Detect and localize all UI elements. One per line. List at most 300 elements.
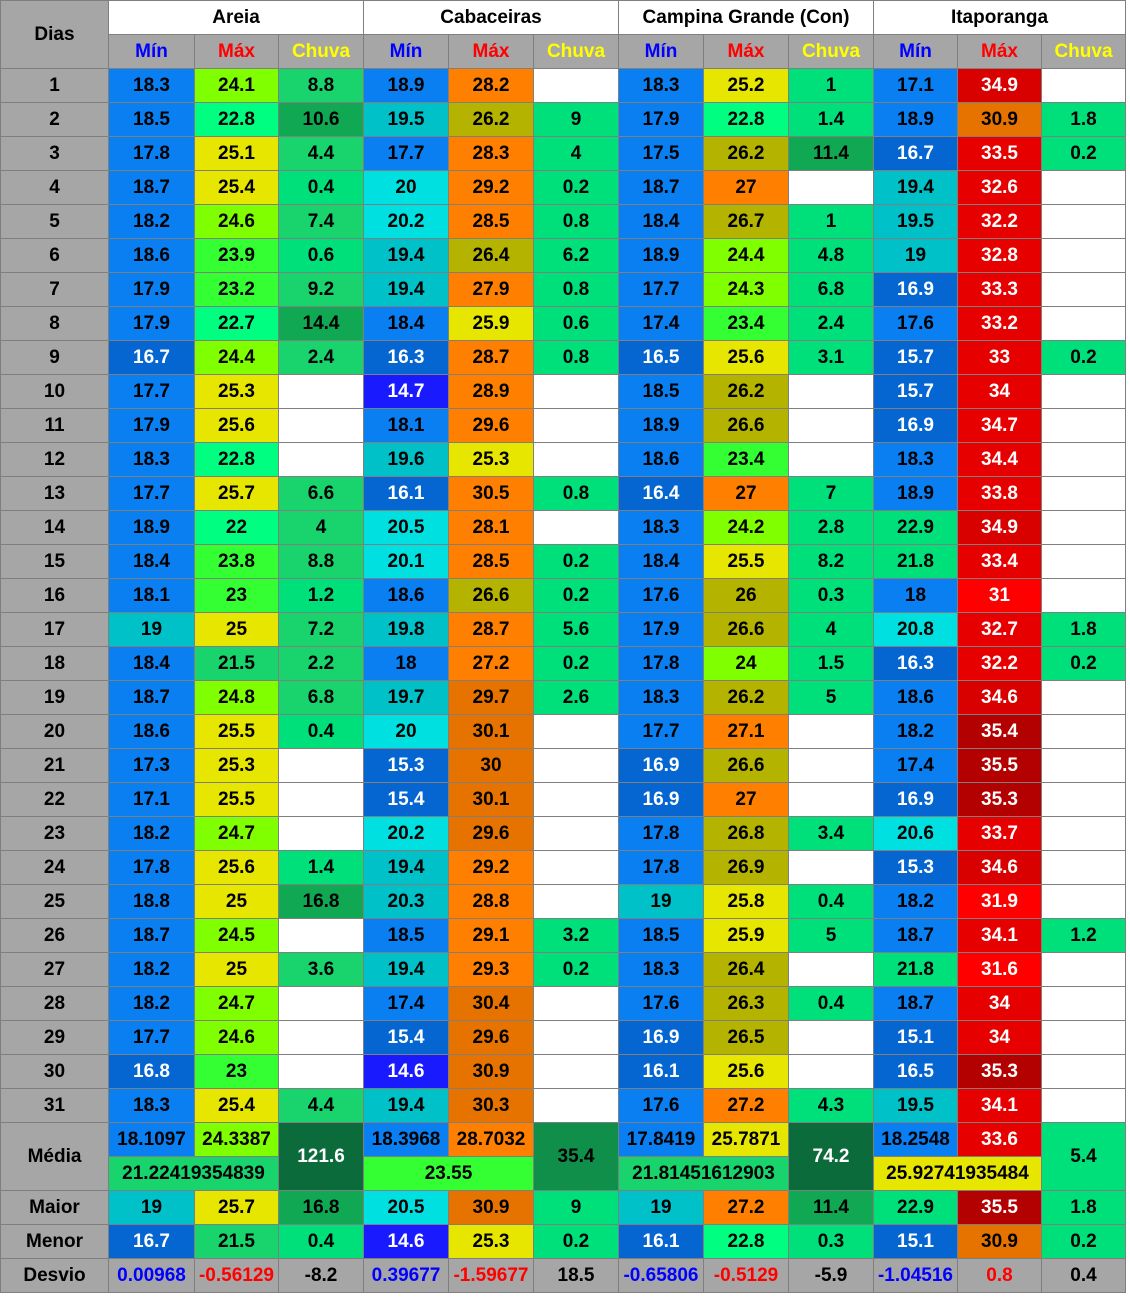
menor-min: 16.1: [619, 1225, 704, 1259]
day-number: 12: [1, 443, 109, 477]
cell-min: 18.8: [109, 885, 195, 919]
cell-min: 17.7: [619, 715, 704, 749]
maior-chuva: 11.4: [789, 1191, 874, 1225]
cell-max: 25.6: [704, 1055, 789, 1089]
day-number: 4: [1, 171, 109, 205]
cell-chuva: 11.4: [789, 137, 874, 171]
cell-min: 18.3: [109, 1089, 195, 1123]
maior-chuva: 16.8: [279, 1191, 364, 1225]
cell-min: 18.1: [109, 579, 195, 613]
cell-max: 27.2: [704, 1089, 789, 1123]
cell-min: 17.4: [364, 987, 449, 1021]
desvio-min: -0.65806: [619, 1259, 704, 1293]
cell-chuva: [1042, 239, 1126, 273]
desvio-row: [1, 1259, 1126, 1293]
day-row: [1, 817, 1126, 851]
cell-chuva: 1.2: [279, 579, 364, 613]
desvio-max: 0.8: [958, 1259, 1042, 1293]
cell-chuva: [1042, 1089, 1126, 1123]
cell-chuva: [534, 1055, 619, 1089]
cell-max: 27.1: [704, 715, 789, 749]
cell-min: 18.4: [109, 647, 195, 681]
cell-min: 17.7: [619, 273, 704, 307]
maior-min: 19: [619, 1191, 704, 1225]
station-header-cabaceiras: Cabaceiras: [364, 1, 619, 35]
day-row: [1, 885, 1126, 919]
media-chuva: 35.4: [534, 1123, 619, 1191]
cell-min: 20.6: [874, 817, 958, 851]
day-number: 10: [1, 375, 109, 409]
cell-chuva: 0.8: [534, 205, 619, 239]
cell-chuva: 0.2: [534, 171, 619, 205]
day-number: 30: [1, 1055, 109, 1089]
cell-min: 16.9: [619, 749, 704, 783]
cell-chuva: 7: [789, 477, 874, 511]
cell-min: 16.7: [109, 341, 195, 375]
cell-max: 29.6: [449, 817, 534, 851]
menor-max: 25.3: [449, 1225, 534, 1259]
cell-chuva: 1.2: [1042, 919, 1126, 953]
cell-min: 18.3: [619, 681, 704, 715]
cell-min: 19.5: [874, 205, 958, 239]
cell-chuva: 0.2: [534, 953, 619, 987]
media-chuva: 121.6: [279, 1123, 364, 1191]
cell-chuva: 4.4: [279, 137, 364, 171]
menor-min: 14.6: [364, 1225, 449, 1259]
cell-min: 19.4: [364, 273, 449, 307]
day-row: [1, 681, 1126, 715]
cell-max: 25.6: [195, 409, 279, 443]
maior-row: [1, 1191, 1126, 1225]
cell-chuva: [534, 749, 619, 783]
cell-chuva: 1.8: [1042, 103, 1126, 137]
cell-chuva: 0.4: [279, 715, 364, 749]
cell-max: 25.9: [449, 307, 534, 341]
sub-header-max: Máx: [704, 35, 789, 69]
sub-header-min: Mín: [364, 35, 449, 69]
desvio-max: -1.59677: [449, 1259, 534, 1293]
cell-chuva: [1042, 205, 1126, 239]
cell-max: 24.3: [704, 273, 789, 307]
cell-chuva: 2.6: [534, 681, 619, 715]
sub-header-min: Mín: [109, 35, 195, 69]
cell-chuva: [279, 443, 364, 477]
day-number: 3: [1, 137, 109, 171]
day-number: 20: [1, 715, 109, 749]
cell-chuva: 6.6: [279, 477, 364, 511]
cell-chuva: [534, 987, 619, 1021]
cell-min: 16.9: [874, 783, 958, 817]
cell-min: 18.2: [109, 953, 195, 987]
cell-max: 22.8: [704, 103, 789, 137]
cell-chuva: 0.6: [534, 307, 619, 341]
cell-min: 16.3: [364, 341, 449, 375]
cell-max: 33.3: [958, 273, 1042, 307]
cell-chuva: 6.8: [279, 681, 364, 715]
cell-chuva: 4: [789, 613, 874, 647]
sub-header-min: Mín: [619, 35, 704, 69]
cell-min: 18.3: [874, 443, 958, 477]
menor-chuva: 0.2: [1042, 1225, 1126, 1259]
cell-chuva: [1042, 579, 1126, 613]
maior-max: 25.7: [195, 1191, 279, 1225]
cell-chuva: [279, 749, 364, 783]
cell-min: 17.7: [109, 477, 195, 511]
day-row: [1, 647, 1126, 681]
cell-min: 17.8: [109, 137, 195, 171]
menor-chuva: 0.2: [534, 1225, 619, 1259]
cell-max: 27: [704, 171, 789, 205]
cell-chuva: [534, 443, 619, 477]
cell-min: 19: [109, 613, 195, 647]
cell-min: 17.5: [619, 137, 704, 171]
cell-min: 19: [619, 885, 704, 919]
day-number: 19: [1, 681, 109, 715]
cell-max: 33.4: [958, 545, 1042, 579]
cell-min: 21.8: [874, 545, 958, 579]
cell-chuva: [789, 783, 874, 817]
cell-min: 19.5: [364, 103, 449, 137]
cell-max: 27.9: [449, 273, 534, 307]
sub-header-chuva: Chuva: [279, 35, 364, 69]
cell-min: 20: [364, 715, 449, 749]
cell-max: 23.4: [704, 307, 789, 341]
cell-chuva: 0.2: [1042, 647, 1126, 681]
cell-max: 34.1: [958, 919, 1042, 953]
cell-min: 16.9: [874, 409, 958, 443]
cell-chuva: [1042, 715, 1126, 749]
cell-max: 31.9: [958, 885, 1042, 919]
cell-max: 22.8: [195, 443, 279, 477]
day-number: 2: [1, 103, 109, 137]
cell-chuva: [534, 817, 619, 851]
cell-max: 30.3: [449, 1089, 534, 1123]
desvio-chuva: -5.9: [789, 1259, 874, 1293]
cell-chuva: 6.8: [789, 273, 874, 307]
cell-chuva: 0.8: [534, 273, 619, 307]
cell-chuva: [534, 1021, 619, 1055]
cell-chuva: 0.2: [534, 579, 619, 613]
day-row: [1, 409, 1126, 443]
cell-max: 24.1: [195, 69, 279, 103]
cell-min: 20: [364, 171, 449, 205]
cell-max: 28.9: [449, 375, 534, 409]
cell-max: 26.3: [704, 987, 789, 1021]
cell-max: 33.2: [958, 307, 1042, 341]
cell-chuva: [1042, 885, 1126, 919]
cell-max: 29.2: [449, 171, 534, 205]
day-number: 6: [1, 239, 109, 273]
day-row: [1, 307, 1126, 341]
cell-max: 26.2: [449, 103, 534, 137]
cell-min: 17.7: [109, 1021, 195, 1055]
cell-min: 18.9: [619, 239, 704, 273]
cell-min: 18.2: [109, 205, 195, 239]
cell-chuva: [789, 851, 874, 885]
cell-chuva: [1042, 817, 1126, 851]
day-number: 1: [1, 69, 109, 103]
cell-chuva: 0.4: [279, 171, 364, 205]
menor-chuva: 0.3: [789, 1225, 874, 1259]
cell-max: 25.9: [704, 919, 789, 953]
cell-max: 32.6: [958, 171, 1042, 205]
cell-max: 31: [958, 579, 1042, 613]
cell-min: 19.4: [364, 1089, 449, 1123]
cell-min: 19: [874, 239, 958, 273]
day-row: [1, 171, 1126, 205]
cell-max: 24: [704, 647, 789, 681]
cell-min: 18.2: [874, 715, 958, 749]
day-row: [1, 1089, 1126, 1123]
menor-min: 16.7: [109, 1225, 195, 1259]
cell-min: 18.7: [619, 171, 704, 205]
cell-chuva: [279, 783, 364, 817]
cell-chuva: 5: [789, 919, 874, 953]
cell-chuva: [1042, 749, 1126, 783]
cell-min: 18.9: [109, 511, 195, 545]
cell-min: 19.8: [364, 613, 449, 647]
cell-chuva: [789, 749, 874, 783]
cell-chuva: 5.6: [534, 613, 619, 647]
cell-max: 27: [704, 783, 789, 817]
cell-chuva: 0.4: [789, 987, 874, 1021]
cell-chuva: 4: [534, 137, 619, 171]
cell-max: 26.4: [449, 239, 534, 273]
cell-max: 28.1: [449, 511, 534, 545]
cell-min: 17.4: [874, 749, 958, 783]
menor-max: 30.9: [958, 1225, 1042, 1259]
cell-min: 19.7: [364, 681, 449, 715]
cell-max: 34.9: [958, 69, 1042, 103]
cell-min: 18: [364, 647, 449, 681]
menor-chuva: 0.4: [279, 1225, 364, 1259]
cell-min: 20.3: [364, 885, 449, 919]
media-max: 28.7032: [449, 1123, 534, 1157]
day-number: 23: [1, 817, 109, 851]
cell-chuva: [789, 375, 874, 409]
cell-max: 29.6: [449, 1021, 534, 1055]
cell-min: 17.8: [619, 647, 704, 681]
summary-rows: [1, 1123, 1126, 1191]
cell-min: 16.8: [109, 1055, 195, 1089]
cell-max: 34: [958, 1021, 1042, 1055]
cell-max: 25.3: [195, 749, 279, 783]
menor-max: 21.5: [195, 1225, 279, 1259]
cell-max: 25.7: [195, 477, 279, 511]
cell-max: 26.5: [704, 1021, 789, 1055]
cell-min: 17.9: [619, 613, 704, 647]
cell-min: 18.5: [364, 919, 449, 953]
cell-max: 25.3: [449, 443, 534, 477]
day-row: [1, 749, 1126, 783]
cell-max: 29.1: [449, 919, 534, 953]
cell-min: 16.4: [619, 477, 704, 511]
cell-min: 18.3: [619, 953, 704, 987]
station-header-campina-grande: Campina Grande (Con): [619, 1, 874, 35]
cell-chuva: [279, 919, 364, 953]
cell-min: 18.7: [109, 681, 195, 715]
desvio-chuva: 0.4: [1042, 1259, 1126, 1293]
cell-chuva: [1042, 851, 1126, 885]
cell-min: 18.3: [619, 69, 704, 103]
station-header-itaporanga: Itaporanga: [874, 1, 1126, 35]
cell-min: 17.7: [109, 375, 195, 409]
day-rows: [1, 69, 1126, 1123]
menor-label: Menor: [1, 1225, 109, 1259]
cell-min: 18.9: [874, 477, 958, 511]
cell-min: 18.5: [619, 375, 704, 409]
day-number: 18: [1, 647, 109, 681]
day-row: [1, 443, 1126, 477]
cell-min: 18.4: [619, 545, 704, 579]
desvio-min: 0.39677: [364, 1259, 449, 1293]
day-row: [1, 851, 1126, 885]
cell-min: 15.4: [364, 1021, 449, 1055]
cell-min: 15.7: [874, 341, 958, 375]
menor-row: [1, 1225, 1126, 1259]
day-row: [1, 239, 1126, 273]
day-row: [1, 715, 1126, 749]
cell-chuva: 0.2: [1042, 137, 1126, 171]
cell-chuva: [1042, 409, 1126, 443]
cell-min: 19.4: [364, 239, 449, 273]
sub-header-max: Máx: [449, 35, 534, 69]
day-row: [1, 919, 1126, 953]
cell-max: 25.6: [195, 851, 279, 885]
cell-chuva: 0.3: [789, 579, 874, 613]
cell-max: 35.5: [958, 749, 1042, 783]
cell-chuva: [1042, 511, 1126, 545]
cell-chuva: [279, 375, 364, 409]
cell-min: 18: [874, 579, 958, 613]
cell-chuva: 10.6: [279, 103, 364, 137]
cell-chuva: 7.4: [279, 205, 364, 239]
sub-header-min: Mín: [874, 35, 958, 69]
cell-max: 26.4: [704, 953, 789, 987]
cell-max: 35.3: [958, 783, 1042, 817]
cell-chuva: 0.6: [279, 239, 364, 273]
cell-chuva: [1042, 953, 1126, 987]
cell-max: 30.9: [449, 1055, 534, 1089]
cell-min: 17.3: [109, 749, 195, 783]
day-row: [1, 1021, 1126, 1055]
cell-chuva: 4.4: [279, 1089, 364, 1123]
cell-max: 24.7: [195, 817, 279, 851]
cell-chuva: [1042, 681, 1126, 715]
cell-chuva: 0.2: [1042, 341, 1126, 375]
cell-min: 16.1: [364, 477, 449, 511]
cell-chuva: [534, 511, 619, 545]
cell-chuva: [534, 851, 619, 885]
cell-max: 26.6: [704, 409, 789, 443]
cell-chuva: [1042, 1021, 1126, 1055]
media-label: Média: [1, 1123, 109, 1191]
cell-chuva: 1: [789, 69, 874, 103]
cell-min: 17.9: [109, 409, 195, 443]
cell-min: 18.9: [619, 409, 704, 443]
cell-chuva: 0.4: [789, 885, 874, 919]
sub-header-chuva: Chuva: [1042, 35, 1126, 69]
cell-min: 15.3: [874, 851, 958, 885]
cell-chuva: 9: [534, 103, 619, 137]
cell-min: 18.5: [109, 103, 195, 137]
cell-chuva: 3.6: [279, 953, 364, 987]
cell-chuva: 3.1: [789, 341, 874, 375]
cell-min: 20.2: [364, 817, 449, 851]
day-row: [1, 137, 1126, 171]
maior-max: 30.9: [449, 1191, 534, 1225]
cell-chuva: 6.2: [534, 239, 619, 273]
cell-min: 16.3: [874, 647, 958, 681]
cell-chuva: [789, 443, 874, 477]
cell-max: 34.6: [958, 681, 1042, 715]
cell-max: 27: [704, 477, 789, 511]
cell-max: 28.8: [449, 885, 534, 919]
cell-min: 18.4: [364, 307, 449, 341]
cell-min: 19.4: [364, 851, 449, 885]
cell-min: 18.4: [109, 545, 195, 579]
cell-max: 26.7: [704, 205, 789, 239]
day-row: [1, 783, 1126, 817]
cell-chuva: 8.8: [279, 69, 364, 103]
menor-min: 15.1: [874, 1225, 958, 1259]
cell-min: 14.6: [364, 1055, 449, 1089]
cell-max: 29.3: [449, 953, 534, 987]
day-row: [1, 273, 1126, 307]
cell-chuva: [534, 1089, 619, 1123]
cell-max: 26.9: [704, 851, 789, 885]
cell-min: 18.6: [109, 715, 195, 749]
cell-max: 24.8: [195, 681, 279, 715]
cell-min: 15.4: [364, 783, 449, 817]
cell-max: 25.2: [704, 69, 789, 103]
day-row: [1, 477, 1126, 511]
cell-chuva: 9.2: [279, 273, 364, 307]
desvio-max: -0.56129: [195, 1259, 279, 1293]
day-number: 24: [1, 851, 109, 885]
cell-min: 16.9: [874, 273, 958, 307]
cell-max: 25.6: [704, 341, 789, 375]
day-row: [1, 1055, 1126, 1089]
cell-min: 17.7: [364, 137, 449, 171]
day-number: 8: [1, 307, 109, 341]
cell-min: 18.9: [364, 69, 449, 103]
media-avg: 21.22419354839: [109, 1157, 279, 1191]
sub-header-chuva: Chuva: [534, 35, 619, 69]
cell-min: 16.9: [619, 1021, 704, 1055]
maior-min: 19: [109, 1191, 195, 1225]
cell-min: 18.1: [364, 409, 449, 443]
cell-max: 26.8: [704, 817, 789, 851]
cell-max: 28.2: [449, 69, 534, 103]
cell-min: 17.9: [109, 307, 195, 341]
cell-min: 17.6: [619, 987, 704, 1021]
media-max: 33.6: [958, 1123, 1042, 1157]
media-max: 24.3387: [195, 1123, 279, 1157]
maior-chuva: 9: [534, 1191, 619, 1225]
cell-max: 24.4: [195, 341, 279, 375]
media-chuva: 5.4: [1042, 1123, 1126, 1191]
cell-min: 18.2: [109, 817, 195, 851]
day-row: [1, 579, 1126, 613]
cell-chuva: [1042, 987, 1126, 1021]
cell-chuva: 1: [789, 205, 874, 239]
cell-min: 19.4: [364, 953, 449, 987]
cell-max: 29.7: [449, 681, 534, 715]
cell-chuva: [1042, 273, 1126, 307]
cell-chuva: 3.4: [789, 817, 874, 851]
cell-max: 26.2: [704, 137, 789, 171]
